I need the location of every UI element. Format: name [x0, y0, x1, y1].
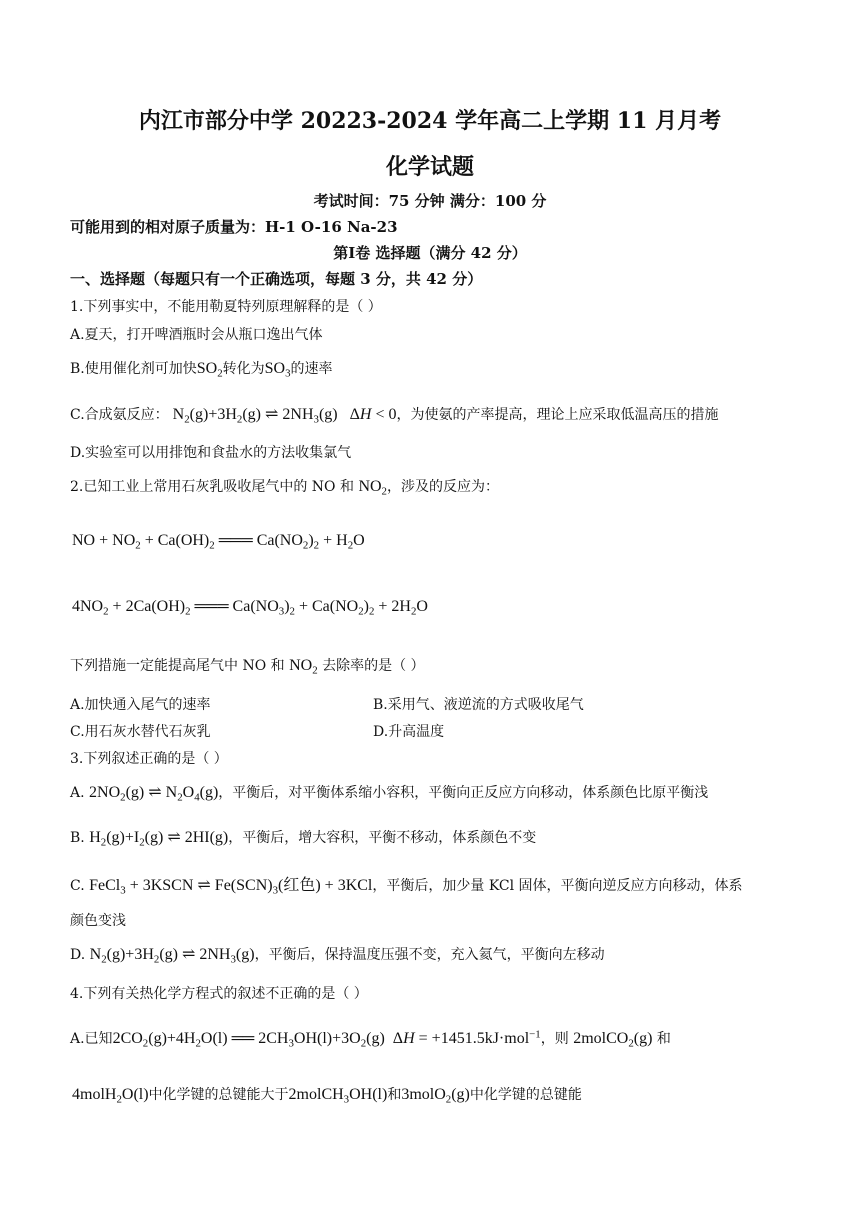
atomic-mass-note: 可能用到的相对原子质量为：H-1 O-16 Na-23: [70, 218, 398, 236]
q2-stem: 2.已知工业上常用石灰乳吸收尾气中的 NO 和 $NO_2$，涉及的反应为：: [70, 478, 499, 498]
q4-option-a-cont: 4molH$_2$O(l)中化学键的总键能大于2molCH$_3$OH(l)和3molO$_2$(g)中化学键的总键能: [72, 1086, 582, 1106]
section-heading: 一、选择题（每题只有一个正确选项，每题 3 分，共 42 分）: [70, 270, 483, 288]
q3-option-c: C. FeCl$_3$ + 3KSCN ⇌ $Fe(SCN)_3$(红色) + 3KCl，平衡后，加少量 KCl 固体，平衡向逆反应方向移动，体系: [70, 877, 743, 897]
q2-option-b: B.采用气、液逆流的方式吸收尾气: [373, 697, 584, 713]
q1-option-b: B.使用催化剂可加快$SO_2$转化为$SO_3$的速率: [70, 360, 333, 380]
q3-option-d: D. $N_2(g)+3H_2(g)$ ⇌ $2NH_3(g)$，平衡后，保持温度压强不变，充入氦气，平衡向左移动: [70, 946, 605, 966]
q1-stem: 1.下列事实中，不能用勒夏特列原理解释的是（ ）: [70, 299, 382, 315]
q2-option-d: D.升高温度: [373, 724, 445, 740]
q1-option-a: A.夏天，打开啤酒瓶时会从瓶口逸出气体: [70, 327, 323, 343]
q2-equation-2: $4NO_2 + 2Ca(OH)_2$ ═══ $Ca(NO_3)_2 + Ca(NO_2)_2 + 2H_2O$: [72, 598, 428, 618]
q2-equation-1: NO + $NO_2 + Ca(OH)_2$ ═══ $Ca(NO_2)_2 + H_2O$: [72, 532, 365, 552]
q3-stem: 3.下列叙述正确的是（ ）: [70, 751, 228, 767]
exam-subject: 化学试题: [385, 154, 474, 180]
q2-option-a: A.加快通入尾气的速率: [70, 697, 211, 713]
q4-stem: 4.下列有关热化学方程式的叙述不正确的是（ ）: [70, 986, 368, 1002]
q3-option-b: B. $H_2(g)+I_2(g)$ ⇌ 2HI(g)，平衡后，增大容积，平衡不移动，体系颜色不变: [70, 829, 537, 849]
q4-option-a: A.已知$2CO_2(g)+4H_2O(l)$ ══ $2CH_3OH(l)+3O_2(g) \Delta H = +1451.5kJ\cdot mol^{-1}$，则 2molCO$_2$(g) 和: [70, 1028, 671, 1050]
q2-question: 下列措施一定能提高尾气中 NO 和 $NO_2$ 去除率的是（ ）: [70, 657, 425, 677]
exam-title: 内江市部分中学 20223-2024 学年高二上学期 11 月月考: [138, 108, 722, 134]
q3-option-c-cont: 颜色变浅: [70, 913, 126, 929]
q2-option-c: C.用石灰水替代石灰乳: [70, 724, 211, 740]
exam-time-score: 考试时间：75 分钟 满分：100 分: [313, 192, 547, 210]
q1-option-d: D.实验室可以用排饱和食盐水的方法收集氯气: [70, 445, 352, 461]
part-heading: 第Ⅰ卷 选择题（满分 42 分）: [333, 244, 527, 262]
q3-option-a: A. $2NO_2(g)$ ⇌ $N_2O_4(g)$，平衡后，对平衡体系缩小容积，平衡向正反应方向移动，体系颜色比原平衡浅: [70, 784, 709, 804]
q1-option-c: C.合成氨反应： $N_2(g)+3H_2(g)$ ⇌ $2NH_3(g) \Delta H < 0$，为使氨的产率提高，理论上应采取低温高压的措施: [70, 406, 719, 426]
